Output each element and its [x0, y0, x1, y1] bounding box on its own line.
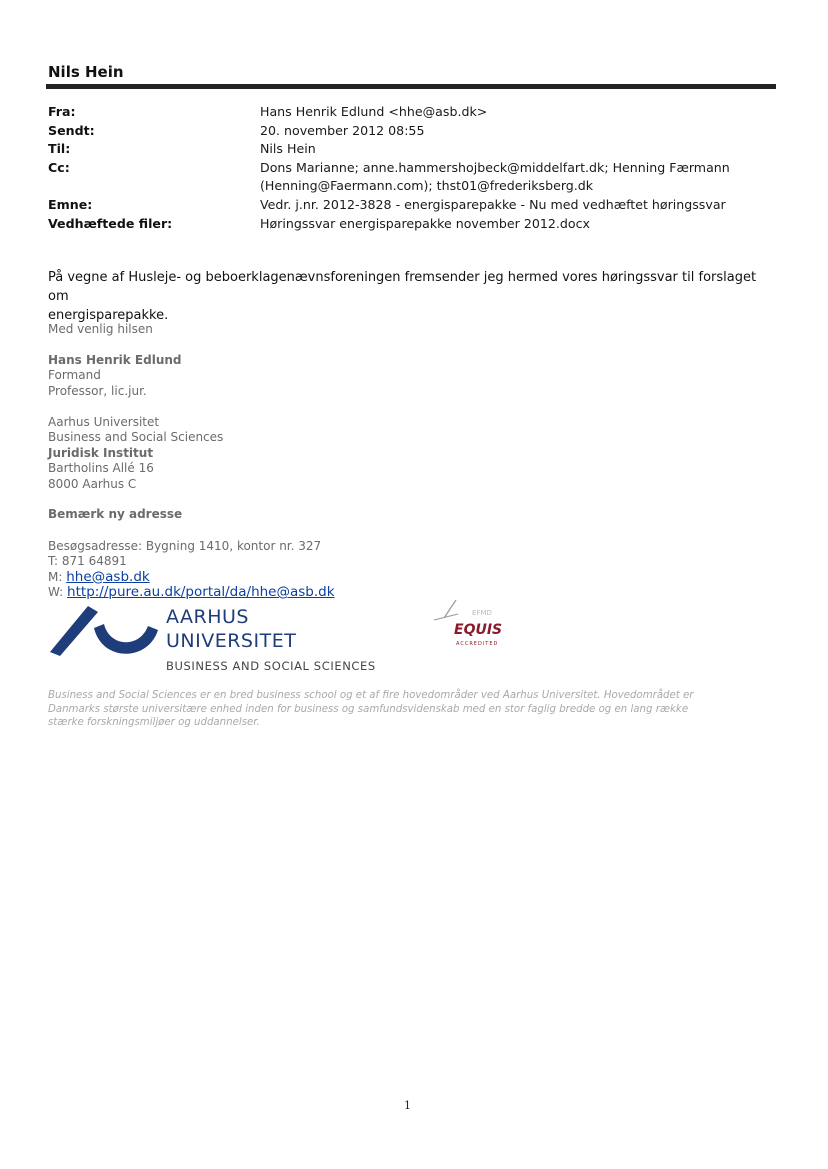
cc-row [48, 159, 778, 196]
signature-org-3: Juridisk Institut [48, 445, 154, 460]
signature-street: Bartholins Allé 16 [48, 461, 154, 476]
logo-line-3: BUSINESS AND SOCIAL SCIENCES [166, 659, 376, 673]
equis-accreditation-logo [428, 598, 518, 652]
cc-label: Cc: [48, 159, 70, 175]
page-number: 1 [404, 1099, 411, 1112]
message-body [48, 268, 768, 325]
body-line-2: energisparepakke. [48, 308, 169, 323]
logo-line-1: AARHUS [166, 606, 249, 628]
to-row [48, 140, 778, 159]
sent-value: 20. november 2012 08:55 [260, 122, 425, 138]
mailbox-owner: Nils Hein [48, 63, 124, 81]
cc-value [260, 159, 730, 196]
body-line-1: På vegne af Husleje- og beboerklagenævnsforeningen fremsender jeg hermed vores høringssvar til forslaget om [48, 270, 757, 304]
au-emblem-icon [48, 606, 158, 656]
signature-address [48, 415, 448, 492]
disclaimer [48, 689, 768, 730]
phone-line [48, 554, 448, 569]
logo-line-2: UNIVERSITET [166, 630, 297, 652]
from-row [48, 103, 778, 122]
web-prefix: W: [48, 585, 64, 600]
signature-greeting: Med venlig hilsen [48, 322, 153, 336]
phone-prefix: T: [48, 554, 59, 569]
signature-org-2: Business and Social Sciences [48, 430, 224, 445]
email-link[interactable]: hhe@asb.dk [66, 568, 150, 585]
signature-city: 8000 Aarhus C [48, 476, 137, 491]
phone-number: 871 64891 [61, 554, 127, 569]
mail-line [48, 570, 448, 585]
equis-main-text: EQUIS [454, 622, 503, 638]
to-label: Til: [48, 141, 71, 157]
visit-address: Besøgsadresse: Bygning 1410, kontor nr. 327 [48, 539, 322, 553]
subject-value: Vedr. j.nr. 2012-3828 - energisparepakke - Nu med vedhæftet høringssvar [260, 196, 726, 212]
from-value: Hans Henrik Edlund <hhe@asb.dk> [260, 104, 488, 119]
web-line [48, 585, 448, 600]
equis-sub-text: ACCREDITED [456, 641, 499, 647]
signature-contact [48, 539, 448, 601]
sent-label: Sendt: [48, 122, 95, 138]
signature-notice [48, 507, 448, 522]
disclaimer-line-2: Danmarks største universitære enhed inden for business og samfundsvidenskab med en stor faglig bredde og en lang række [48, 703, 689, 715]
equis-mark-icon [430, 598, 460, 622]
disclaimer-line-1: Business and Social Sciences er en bred business school og et af fire hovedområder ved Aarhus Universitet. Hovedområdet er [48, 690, 694, 701]
cc-value-line-1: Dons Marianne; anne.hammershojbeck@middelfart.dk; Henning Færmann [260, 159, 730, 175]
sent-row [48, 122, 778, 141]
subject-row [48, 196, 778, 215]
attachments-label: Vedhæftede filer: [48, 215, 173, 231]
new-address-notice: Bemærk ny adresse [48, 507, 183, 521]
signature-title-2: Professor, lic.jur. [48, 383, 147, 398]
signature-title-1: Formand [48, 368, 101, 383]
signature-org-1: Aarhus Universitet [48, 415, 160, 429]
attachment-file[interactable]: Høringssvar energisparepakke november 2012.docx [260, 215, 590, 231]
cc-value-line-2: (Henning@Faermann.com); thst01@frederiksberg.dk [260, 178, 594, 194]
header-divider [46, 84, 776, 89]
signature-person [48, 353, 448, 399]
to-value: Nils Hein [260, 141, 316, 157]
attachments-row [48, 215, 778, 234]
signature-name: Hans Henrik Edlund [48, 353, 182, 367]
equis-top-text: EFMD [472, 609, 492, 617]
subject-label: Emne: [48, 196, 93, 212]
from-label: Fra: [48, 104, 76, 119]
mail-prefix: M: [48, 569, 63, 584]
website-link[interactable]: http://pure.au.dk/portal/da/hhe@asb.dk [67, 584, 335, 601]
disclaimer-line-3: stærke forskningsmiljøer og uddannelser. [48, 717, 260, 729]
email-header [48, 103, 778, 233]
aarhus-university-logo [48, 602, 378, 682]
